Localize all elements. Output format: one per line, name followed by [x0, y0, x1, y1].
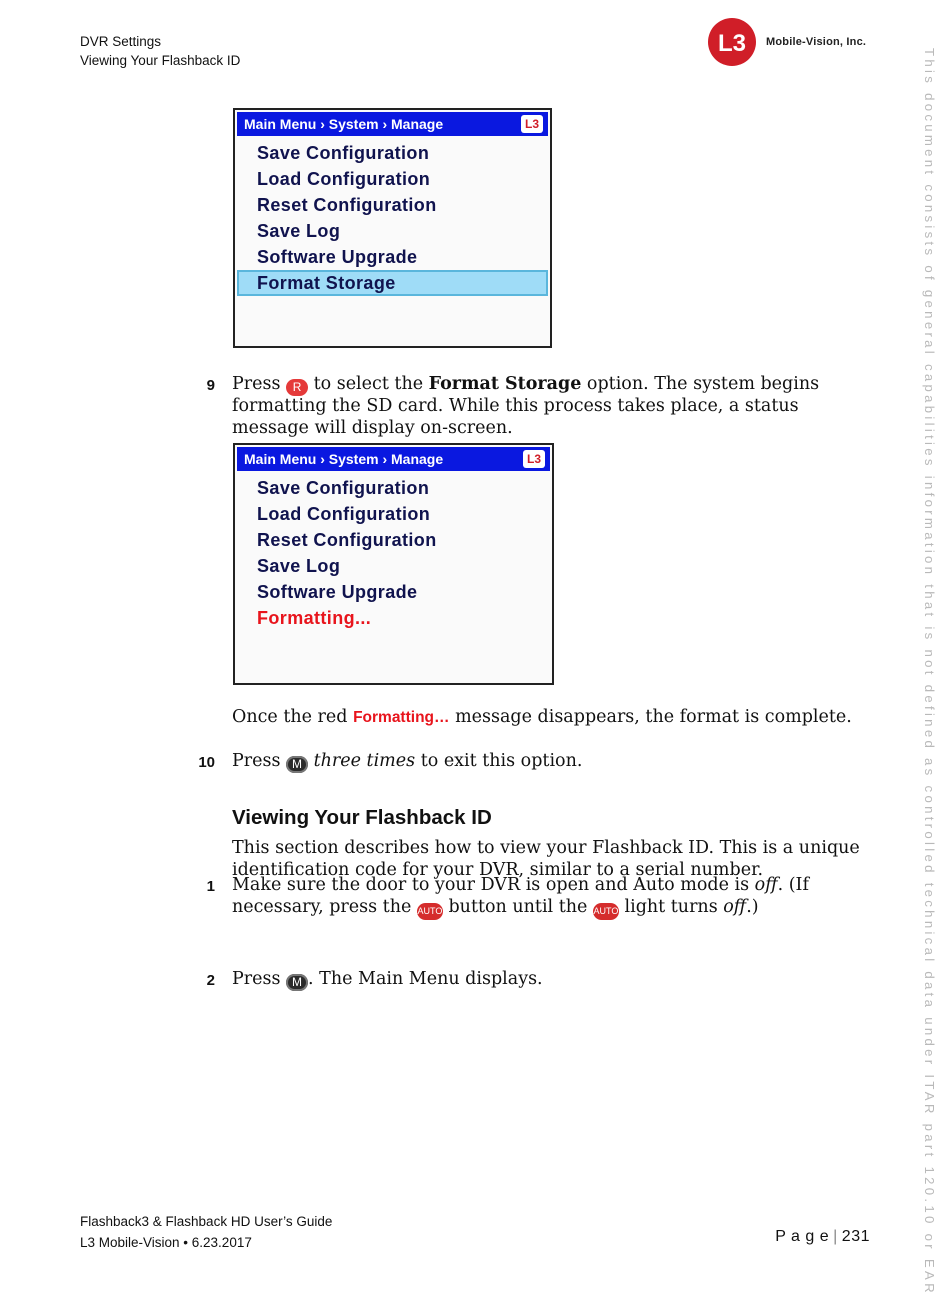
menu-item-reset-configuration: Reset Configuration	[257, 530, 437, 550]
header-section: DVR Settings	[80, 34, 162, 49]
menu-item-load-configuration: Load Configuration	[257, 504, 431, 524]
footer-guide-title: Flashback3 & Flashback HD User’s Guide	[80, 1214, 333, 1229]
dvr-screen-formatting	[233, 443, 554, 685]
emphasis: off	[754, 875, 778, 895]
logo-company: Mobile-Vision, Inc.	[766, 36, 867, 48]
screen-breadcrumb: Main Menu › System › Manage	[244, 116, 444, 132]
dvr-screen-format-storage	[233, 108, 552, 348]
side-notice-text: This document consists of general capabilities information that is not defined as controlled technical data under ITAR part 120.10 or EAR	[922, 48, 937, 1296]
screen-logo-icon: L3	[521, 115, 543, 133]
screen-menu	[235, 475, 552, 631]
text: . (If necessary, press the	[232, 875, 809, 917]
text: message disappears, the format is complete.	[449, 707, 852, 727]
menu-item-save-log: Save Log	[257, 556, 341, 576]
page-number	[775, 1228, 870, 1246]
text: to select the	[308, 374, 429, 394]
step-number: 10	[198, 754, 215, 771]
running-header	[80, 32, 240, 70]
step-number: 1	[206, 878, 215, 895]
format-storage-emphasis: Format Storage	[428, 374, 582, 394]
emphasis: three times	[313, 751, 416, 771]
screen-logo-icon: L3	[523, 450, 545, 468]
step-2-text	[232, 969, 872, 991]
step-1-text	[232, 875, 872, 920]
text: . The Main Menu displays.	[308, 969, 543, 989]
auto-light-icon: AUTO	[593, 903, 619, 920]
section-heading: Viewing Your Flashback ID	[232, 806, 492, 829]
step-9-text	[232, 374, 872, 439]
section-intro: This section describes how to view your Flashback ID. This is a unique identification code for your DVR, similar to a serial number.	[232, 838, 860, 880]
menu-item-save-configuration: Save Configuration	[257, 143, 430, 163]
screen-menu	[235, 140, 550, 296]
text: Once the red	[232, 707, 354, 727]
text: Make sure the door to your DVR is open and Auto mode is	[232, 875, 755, 895]
step-number: 9	[206, 377, 215, 394]
formatting-status: Formatting...	[257, 608, 372, 628]
m-button-icon: M	[286, 974, 308, 991]
logo-mark: L3	[717, 30, 747, 57]
menu-item-reset-configuration: Reset Configuration	[257, 195, 437, 215]
r-button-icon: R	[286, 379, 308, 396]
screen-breadcrumb-bar	[237, 447, 550, 471]
text: .)	[746, 896, 759, 917]
page-num: 231	[841, 1228, 870, 1245]
step-10-text	[232, 751, 872, 773]
l3-logo-icon	[706, 17, 762, 67]
text: light turns	[618, 896, 724, 917]
format-complete-note	[232, 707, 872, 729]
text: button until the	[442, 896, 593, 917]
m-button-icon: M	[286, 756, 308, 773]
auto-button-icon: AUTO	[417, 903, 443, 920]
menu-item-software-upgrade: Software Upgrade	[257, 247, 418, 267]
menu-item-software-upgrade: Software Upgrade	[257, 582, 418, 602]
text: to exit this option.	[415, 751, 583, 771]
menu-item-load-configuration: Load Configuration	[257, 169, 431, 189]
screen-breadcrumb: Main Menu › System › Manage	[244, 451, 444, 467]
formatting-inline-label: Formatting…	[353, 709, 450, 726]
emphasis: off	[723, 896, 747, 917]
side-notice	[922, 48, 944, 1296]
running-footer	[80, 1211, 332, 1253]
menu-item-format-storage-selected: Format Storage	[237, 270, 548, 296]
page-label: P a g e	[775, 1228, 830, 1245]
header-subsection: Viewing Your Flashback ID	[80, 53, 241, 68]
menu-item-save-configuration: Save Configuration	[257, 478, 430, 498]
footer-publisher: L3 Mobile-Vision • 6.23.2017	[80, 1235, 252, 1250]
text: Press	[232, 374, 287, 394]
text: Press	[232, 751, 287, 771]
screen-breadcrumb-bar	[237, 112, 548, 136]
page-separator: |	[833, 1228, 838, 1245]
menu-item-save-log: Save Log	[257, 221, 341, 241]
company-logo	[706, 17, 876, 67]
step-number: 2	[206, 972, 215, 989]
text: option. The system begins formatting the SD card. While this process takes place, a status message will display on-screen.	[232, 374, 820, 438]
text: Press	[232, 969, 287, 989]
